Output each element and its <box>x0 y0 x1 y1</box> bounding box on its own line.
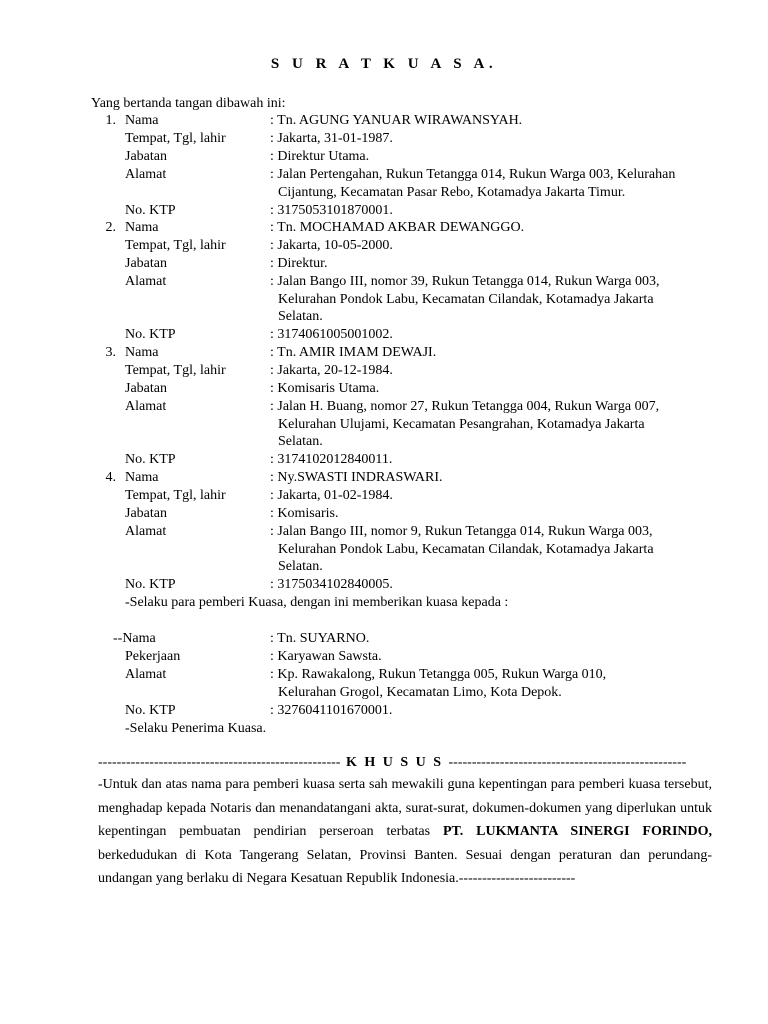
paragraph-text: -Untuk dan atas nama para pemberi kuasa serta sah mewakili guna kepentingan para pemberi kuasa tersebut, menghadap kepada Notaris dan menandatangani akta, surat-surat, dokumen-dokumen yang diperlukan untuk kepentingan pembuatan pendirian perseroan terbatas <box>98 777 712 839</box>
field-label: No. KTP <box>125 327 176 342</box>
field-value: : Komisaris. <box>270 506 339 521</box>
address-line: : Jalan Pertengahan, Rukun Tetangga 014, Rukun Warga 003, Kelurahan <box>270 167 676 182</box>
field-value: : Ny.SWASTI INDRASWARI. <box>270 470 443 485</box>
field-value: : Tn. AGUNG YANUAR WIRAWANSYAH. <box>270 113 523 128</box>
field-value: : Direktur Utama. <box>270 149 370 164</box>
address-line: Selatan. <box>278 309 323 324</box>
address-value <box>270 166 718 201</box>
khusus-heading: K H U S U S <box>340 755 449 770</box>
field-value: : Jakarta, 10-05-2000. <box>270 238 393 253</box>
address-line: Kelurahan Pondok Labu, Kecamatan Cilandak, Kotamadya Jakarta <box>278 291 654 307</box>
field-label: No. KTP <box>125 452 176 467</box>
field-label: Tempat, Tgl, lahir <box>125 488 226 503</box>
grantor-number: 3. <box>105 345 116 360</box>
grantor-number: 1. <box>105 113 116 128</box>
field-label: Jabatan <box>125 256 167 271</box>
address-line: : Jalan Bango III, nomor 9, Rukun Tetangga 014, Rukun Warga 003, <box>270 524 653 539</box>
address-line: Selatan. <box>278 559 323 574</box>
field-label: Nama <box>125 113 159 128</box>
company-name: PT. LUKMANTA SINERGI FORINDO, <box>442 824 712 839</box>
field-value: : Tn. MOCHAMAD AKBAR DEWANGGO. <box>270 220 525 235</box>
field-label: Tempat, Tgl, lahir <box>125 363 226 378</box>
address-line: : Jalan H. Buang, nomor 27, Rukun Tetangga 004, Rukun Warga 007, <box>270 399 660 414</box>
field-label: Jabatan <box>125 506 167 521</box>
field-value: : Jakarta, 20-12-1984. <box>270 363 393 378</box>
field-value: : 3175034102840005. <box>270 577 393 592</box>
field-label: No. KTP <box>125 203 176 218</box>
field-label: Alamat <box>125 274 167 289</box>
field-label: No. KTP <box>125 703 176 718</box>
divider-dashes-right: --------------------------------------------------- <box>448 755 687 770</box>
address-line: Kelurahan Grogol, Kecamatan Limo, Kota Depok. <box>278 684 562 700</box>
address-line: : Jalan Bango III, nomor 39, Rukun Tetangga 014, Rukun Warga 003, <box>270 274 660 289</box>
field-label: --Nama <box>113 631 156 646</box>
address-value <box>270 273 718 326</box>
divider-dashes-left: ---------------------------------------------------- <box>98 755 341 770</box>
grantor-note: -Selaku para pemberi Kuasa, dengan ini memberikan kuasa kepada : <box>125 595 509 610</box>
address-line: Kelurahan Ulujami, Kecamatan Pesangrahan, Kotamadya Jakarta <box>278 416 645 432</box>
khusus-paragraph <box>98 773 712 891</box>
field-value: : 3175053101870001. <box>270 203 393 218</box>
address-line: Selatan. <box>278 434 323 449</box>
field-label: Nama <box>125 345 159 360</box>
field-value: : Karyawan Sawsta. <box>270 649 382 664</box>
field-value: : 3174061005001002. <box>270 327 393 342</box>
address-line: Kelurahan Pondok Labu, Kecamatan Cilandak, Kotamadya Jakarta <box>278 541 654 557</box>
field-value: : Tn. AMIR IMAM DEWAJI. <box>270 345 437 360</box>
field-value: : Jakarta, 31-01-1987. <box>270 131 393 146</box>
field-label: Alamat <box>125 399 167 414</box>
address-line: : Kp. Rawakalong, Rukun Tetangga 005, Rukun Warga 010, <box>270 667 607 682</box>
field-label: Pekerjaan <box>125 649 181 664</box>
field-label: Jabatan <box>125 381 167 396</box>
field-label: Tempat, Tgl, lahir <box>125 131 226 146</box>
paragraph-text: berkedudukan di Kota Tangerang Selatan, Provinsi Banten. Sesuai dengan peraturan dan perundang-undangan yang berlaku di Negara Kesatuan Republik Indonesia.------------------------- <box>98 847 712 886</box>
field-label: Alamat <box>125 667 167 682</box>
address-line: Cijantung, Kecamatan Pasar Rebo, Kotamadya Jakarta Timur. <box>278 184 626 200</box>
grantor-number: 2. <box>105 220 116 235</box>
grantee-note: -Selaku Penerima Kuasa. <box>125 721 267 736</box>
field-label: Alamat <box>125 167 167 182</box>
field-label: Nama <box>125 470 159 485</box>
address-value <box>270 666 718 701</box>
field-label: No. KTP <box>125 577 176 592</box>
field-label: Jabatan <box>125 149 167 164</box>
field-value: : 3174102012840011. <box>270 452 393 467</box>
address-value <box>270 398 718 451</box>
address-value <box>270 523 718 576</box>
field-value: : Komisaris Utama. <box>270 381 380 396</box>
document-title: S U R A T K U A S A. <box>270 56 498 72</box>
intro-text: Yang bertanda tangan dibawah ini: <box>91 96 286 111</box>
field-value: : Tn. SUYARNO. <box>270 631 370 646</box>
field-value: : Jakarta, 01-02-1984. <box>270 488 393 503</box>
field-label: Alamat <box>125 524 167 539</box>
field-value: : Direktur. <box>270 256 328 271</box>
grantor-number: 4. <box>105 470 116 485</box>
khusus-divider <box>98 754 712 772</box>
field-label: Nama <box>125 220 159 235</box>
field-label: Tempat, Tgl, lahir <box>125 238 226 253</box>
field-value: : 3276041101670001. <box>270 703 393 718</box>
